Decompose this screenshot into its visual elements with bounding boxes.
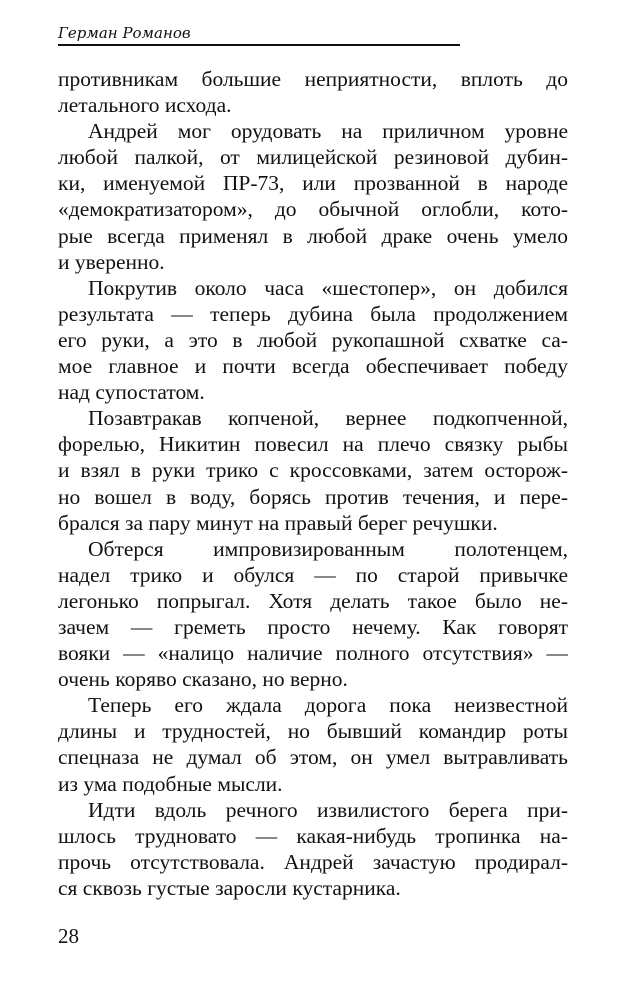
paragraph xyxy=(58,797,568,901)
text-line: спецназа не думал об этом, он умел вытравливать xyxy=(58,745,568,770)
text-line: прочь отсутствовала. Андрей зачастую продирал- xyxy=(58,849,568,874)
text-line: Позавтракав копченой, вернее подкопченной, xyxy=(88,406,568,431)
page-number: 28 xyxy=(58,924,79,948)
text-line: вояки — «налицо наличие полного отсутствия» — xyxy=(58,641,568,666)
text-line: брался за пару минут на правый берег речушки. xyxy=(58,510,498,535)
text-line: противникам большие неприятности, вплоть до xyxy=(58,67,568,91)
text-line: любой палкой, от милицейской резиновой дубин- xyxy=(58,145,568,170)
body-text xyxy=(58,66,568,901)
text-line: длины и трудностей, но бывший командир роты xyxy=(58,719,568,744)
text-line: шлось трудновато — какая-нибудь тропинка на- xyxy=(58,823,568,848)
text-line: из ума подобные мысли. xyxy=(58,771,283,796)
paragraph xyxy=(58,692,568,796)
running-head-author: Герман Романов xyxy=(58,24,460,46)
text-line: Андрей мог орудовать на приличном уровне xyxy=(88,119,568,144)
text-line: Идти вдоль речного извилистого берега при- xyxy=(88,797,568,822)
text-line: результата — теперь дубина была продолжением xyxy=(58,301,568,326)
text-line: и уверенно. xyxy=(58,249,165,274)
text-line: ки, именуемой ПР-73, или прозванной в народе xyxy=(58,171,568,196)
text-line: «демократизатором», до обычной оглобли, кото- xyxy=(58,197,568,222)
paragraph xyxy=(58,118,568,275)
text-line: его руки, а это в любой рукопашной схватке са- xyxy=(58,327,568,352)
text-line: форелью, Никитин повесил на плечо связку рыбы xyxy=(58,432,568,457)
text-line: ся сквозь густые заросли кустарника. xyxy=(58,875,401,900)
text-line: Обтерся импровизированным полотенцем, xyxy=(88,536,568,561)
text-line: очень коряво сказано, но верно. xyxy=(58,667,348,692)
text-line: мое главное и почти всегда обеспечивает победу xyxy=(58,354,568,379)
paragraph xyxy=(58,275,568,405)
paragraph xyxy=(58,405,568,535)
paragraph xyxy=(58,66,568,118)
text-line: и взял в руки трико с кроссовками, затем осторож- xyxy=(58,458,568,483)
text-line: летального исхода. xyxy=(58,93,232,118)
text-line: надел трико и обулся — по старой привычке xyxy=(58,562,568,587)
text-line: зачем — греметь просто нечему. Как говорят xyxy=(58,614,568,639)
paragraph xyxy=(58,536,568,693)
text-line: но вошел в воду, борясь против течения, и пере- xyxy=(58,484,568,509)
text-line: над супостатом. xyxy=(58,380,205,405)
text-line: Теперь его ждала дорога пока неизвестной xyxy=(88,693,568,718)
text-line: рые всегда применял в любой драке очень умело xyxy=(58,223,568,248)
text-line: легонько попрыгал. Хотя делать такое было не- xyxy=(58,588,568,613)
text-line: Покрутив около часа «шестопер», он добился xyxy=(88,275,568,300)
